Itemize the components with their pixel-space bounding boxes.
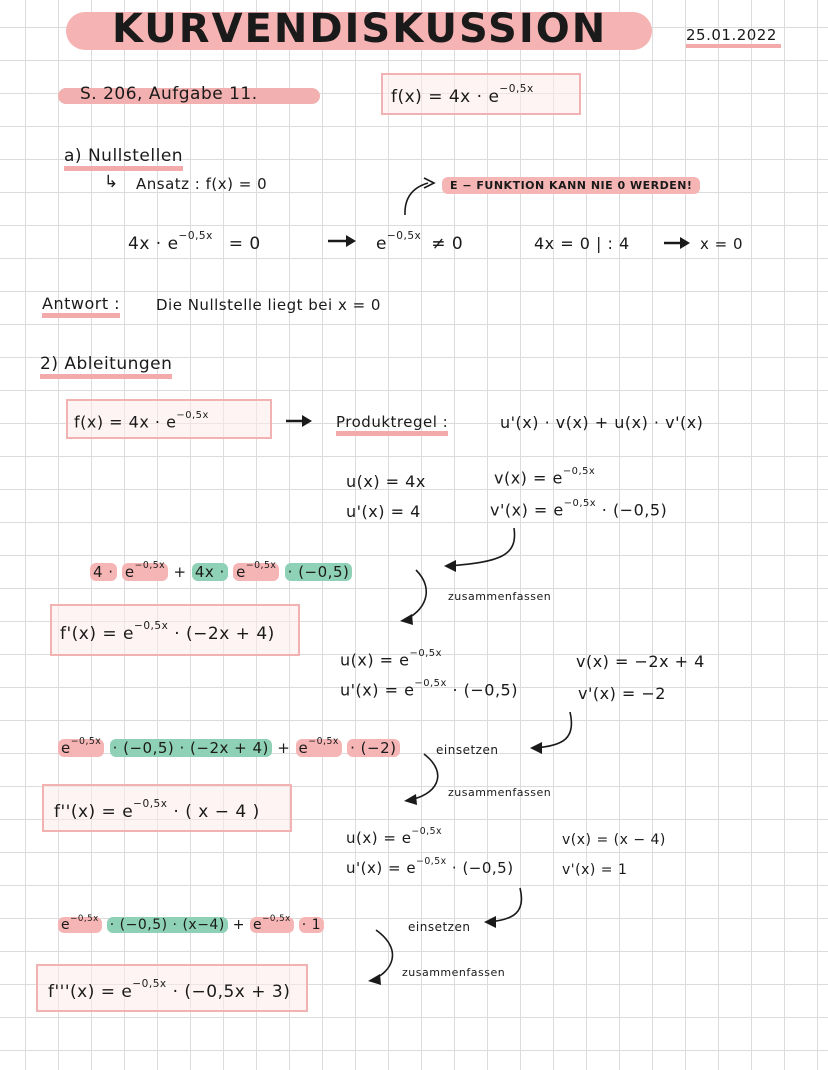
function-box: $f(x) = 4x \cdot e^{-0,5x}$ [66, 399, 272, 439]
second-derivative-box: $f''(x) = e^{-0,5x}$ · ( x − 4 ) [42, 784, 292, 832]
curved-arrow-icon [0, 0, 1, 1]
product-rule-formula: u'(x) · v(x) + u(x) · v'(x) [500, 413, 704, 432]
d2-v-prime: v'(x) = −2 [578, 684, 666, 703]
product-rule-label: Produktregel : [336, 413, 448, 436]
d2-expression: $e^{-0,5x} \cdot (-0,5) \cdot (-2x + 4) + e^{-0,5x} \cdot (-2)$ [58, 736, 400, 757]
d2-u-prime: $u'(x) = e^{-0,5x} \cdot (-0,5)$ [340, 678, 518, 700]
d1-expression: $4 \cdot e^{-0,5x} + 4x \cdot e^{-0,5x} \cdot (-0,5)$ [90, 560, 352, 581]
e-function-note: E − FUNKTION KANN NIE 0 WERDEN! [442, 177, 700, 194]
task-function-exp: −0,5x [499, 83, 534, 95]
zero-equation-1: $4x \cdot e^{-0,5x} = 0$ [128, 230, 261, 254]
d2-v: v(x) = −2x + 4 [576, 652, 705, 671]
d3-expression: $e^{-0,5x} \cdot (-0,5) \cdot (x-4) + e^{-0,5x} \cdot 1$ [58, 914, 324, 933]
answer-text: Die Nullstelle liegt bei x = 0 [156, 296, 381, 314]
answer-label: Antwort : [42, 294, 120, 318]
d2-u: $u(x) = e^{-0,5x}$ [340, 648, 442, 670]
zero-equation-2: $e^{-0,5x} \ne 0$ [376, 230, 464, 254]
d1-u-prime: u'(x) = 4 [346, 502, 421, 521]
section-a-heading: a) Nullstellen [64, 146, 183, 171]
d1-u: u(x) = 4x [346, 472, 426, 491]
d3-einsetzen: einsetzen [408, 920, 471, 934]
third-derivative-box: $f'''(x) = e^{-0,5x} \cdot (-0,5x + 3)$ [36, 964, 308, 1012]
d3-zusammenfassen: zusammenfassen [402, 966, 506, 979]
d1-v-prime: $v'(x) = e^{-0,5x} \cdot (-0,5)$ [490, 498, 668, 520]
task-function-base: f(x) = 4x · e [391, 87, 500, 107]
d2-zusammenfassen: zusammenfassen [448, 786, 552, 799]
ansatz-arrow: ↳ [104, 172, 119, 192]
zero-equation-3: 4x = 0 | : 4 [534, 234, 630, 253]
task-ref: S. 206, Aufgabe 11. [80, 84, 258, 104]
section-b-heading: 2) Ableitungen [40, 354, 172, 379]
d3-v: v(x) = (x − 4) [562, 832, 666, 848]
first-derivative-box: $f'(x) = e^{-0,5x} \cdot (-2x + 4)$ [50, 604, 300, 656]
page-title: KURVENDISKUSSION [112, 6, 608, 52]
d1-v: $v(x) = e^{-0,5x}$ [494, 466, 596, 488]
d2-einsetzen: einsetzen [436, 743, 499, 757]
d3-u-prime: $u'(x) = e^{-0,5x} \cdot (-0,5)$ [346, 856, 514, 877]
date: 25.01.2022 [686, 26, 781, 48]
ansatz-text: Ansatz : f(x) = 0 [136, 175, 268, 193]
d3-u: $u(x) = e^{-0,5x}$ [346, 826, 442, 847]
d1-zusammenfassen: zusammenfassen [448, 590, 552, 603]
zero-result: x = 0 [700, 235, 744, 253]
task-function-box [381, 73, 581, 115]
d3-v-prime: v'(x) = 1 [562, 862, 628, 878]
